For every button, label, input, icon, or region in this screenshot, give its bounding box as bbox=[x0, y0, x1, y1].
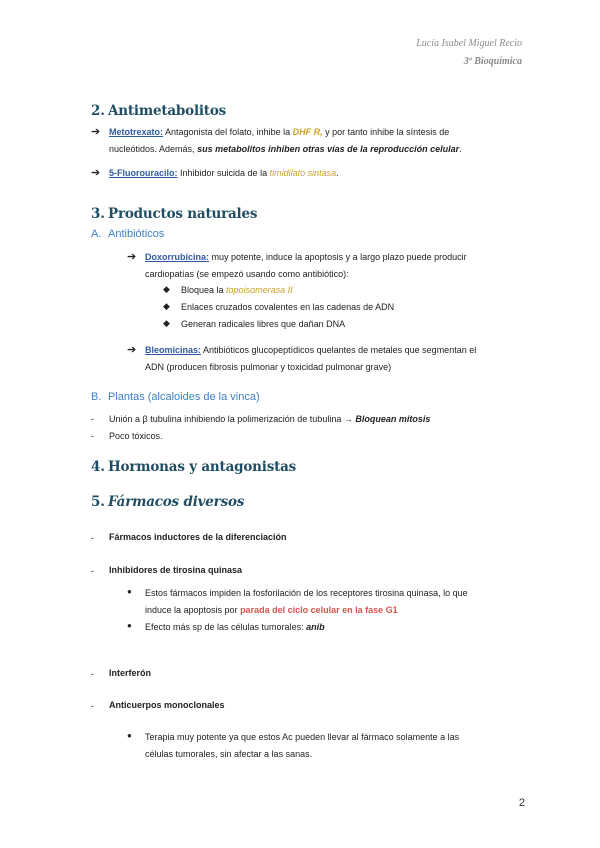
doxo-item-3: Generan radicales libres que dañan DNA bbox=[181, 319, 346, 329]
subsection-title: Antibióticos bbox=[108, 228, 165, 240]
diverse-item-inductores: Fármacos inductores de la diferenciación bbox=[109, 532, 287, 542]
section-title: Productos naturales bbox=[108, 206, 258, 222]
text: cardiopatías (se empezó usando como antibiótico): bbox=[145, 269, 349, 279]
text: Antagonista del folato, inhibe la bbox=[163, 127, 293, 137]
tirosina-detail-1b bbox=[145, 602, 525, 619]
tirosina-detail-2 bbox=[145, 619, 325, 636]
metotrexato-line-2 bbox=[109, 141, 525, 158]
text: y por tanto inhibe la síntesis de bbox=[322, 127, 450, 137]
fluorouracilo-link[interactable]: 5-Fluorouracilo: bbox=[109, 168, 178, 178]
dot-bullet-icon: ● bbox=[127, 731, 132, 740]
vinca-item-1 bbox=[109, 411, 430, 428]
text: Bloquea la bbox=[181, 285, 227, 295]
subsection-number: B. bbox=[91, 391, 102, 403]
anticuerpos-detail-b: células tumorales, sin afectar a las sanas. bbox=[145, 749, 313, 759]
header-course: 3º Bioquímica bbox=[463, 56, 522, 67]
metotrexato-link[interactable]: Metotrexato: bbox=[109, 127, 164, 137]
section-number: 5. bbox=[91, 494, 105, 510]
section-number: 2. bbox=[91, 103, 105, 119]
arrow-icon: ➔ bbox=[127, 251, 137, 263]
section-3-heading bbox=[91, 206, 257, 222]
subsection-a-heading bbox=[91, 228, 164, 240]
text: nucleótidos. Además, bbox=[109, 144, 198, 154]
tirosina-detail-1a: Estos fármacos impiden la fosforilación de los receptores tirosina quinasa, lo que bbox=[145, 588, 468, 598]
bleomicinas-link[interactable]: Bleomicinas: bbox=[145, 345, 202, 355]
arrow-icon: ➔ bbox=[91, 167, 101, 179]
emphasis: sus metabolitos inhiben otras vías de la reproducción celular bbox=[197, 144, 460, 154]
doxorrubicina-link[interactable]: Doxorrubicina: bbox=[145, 252, 210, 262]
highlight-term: timidilato sintasa bbox=[269, 168, 337, 178]
doxorrubicina-line-1 bbox=[145, 249, 525, 266]
dot-bullet-icon: ● bbox=[127, 587, 132, 596]
highlight-term: topoisomerasa II bbox=[226, 285, 293, 295]
header-author: Lucía Isabel Miguel Recio bbox=[416, 38, 522, 49]
section-title: Hormonas y antagonistas bbox=[108, 459, 297, 475]
emphasis: Bloquean mitosis bbox=[355, 414, 431, 424]
section-number: 4. bbox=[91, 459, 105, 475]
text: Inhibidor suicida de la bbox=[177, 168, 270, 178]
text: Antibióticos glucopeptídicos quelantes de metales que segmentan el bbox=[201, 345, 477, 355]
dash-bullet: - bbox=[91, 566, 94, 576]
section-number: 3. bbox=[91, 206, 105, 222]
dash-bullet: - bbox=[91, 414, 94, 424]
diamond-icon: ◆ bbox=[163, 284, 170, 294]
dash-bullet: - bbox=[91, 431, 94, 441]
diverse-item-interferon: Interferón bbox=[109, 668, 152, 678]
arrow-icon: ➔ bbox=[91, 126, 101, 138]
section-title: Antimetabolitos bbox=[108, 103, 227, 119]
metotrexato-line-1 bbox=[109, 124, 525, 141]
dash-bullet: - bbox=[91, 701, 94, 711]
dash-bullet: - bbox=[91, 533, 94, 543]
section-title: Fármacos diversos bbox=[108, 494, 245, 510]
text: induce la apoptosis por bbox=[145, 605, 241, 615]
text: muy potente, induce la apoptosis y a largo plazo puede producir bbox=[209, 252, 467, 262]
highlight-red: parada del ciclo celular en la fase G1 bbox=[240, 605, 398, 615]
emphasis: anib bbox=[306, 622, 325, 632]
subsection-number: A. bbox=[91, 228, 102, 240]
vinca-item-2: Poco tóxicos. bbox=[109, 431, 163, 441]
dash-bullet: - bbox=[91, 669, 94, 679]
dot-bullet-icon: ● bbox=[127, 621, 132, 630]
bleomicinas-line-2 bbox=[145, 359, 525, 376]
text: Efecto más sp de las células tumorales: bbox=[145, 622, 307, 632]
subsection-title: Plantas (alcaloides de la vinca) bbox=[108, 391, 260, 403]
page-number: 2 bbox=[518, 797, 525, 809]
doxo-item-2: Enlaces cruzados covalentes en las cadenas de ADN bbox=[181, 302, 395, 312]
subsection-b-heading bbox=[91, 391, 260, 403]
section-2-heading bbox=[91, 103, 226, 119]
text: Unión a β tubulina inhibiendo la polimerización de tubulina → bbox=[109, 414, 356, 424]
doxorrubicina-line-2 bbox=[145, 266, 525, 283]
bleomicinas-line-1 bbox=[145, 342, 525, 359]
doxo-item-1 bbox=[181, 282, 293, 299]
anticuerpos-detail-a: Terapia muy potente ya que estos Ac pueden llevar al fármaco solamente a las bbox=[145, 732, 460, 742]
diverse-item-tirosina: Inhibidores de tirosina quinasa bbox=[109, 565, 243, 575]
text: . bbox=[459, 144, 462, 154]
highlight-term: DHF R, bbox=[292, 127, 323, 137]
section-5-heading bbox=[91, 494, 244, 510]
text: . bbox=[336, 168, 339, 178]
fluorouracilo-line bbox=[109, 165, 525, 182]
arrow-icon: ➔ bbox=[127, 344, 137, 356]
diverse-item-anticuerpos: Anticuerpos monoclonales bbox=[109, 700, 225, 710]
text: ADN (producen fibrosis pulmonar y toxicidad pulmonar grave) bbox=[145, 362, 392, 372]
diamond-icon: ◆ bbox=[163, 301, 170, 311]
diamond-icon: ◆ bbox=[163, 318, 170, 328]
section-4-heading bbox=[91, 459, 296, 475]
